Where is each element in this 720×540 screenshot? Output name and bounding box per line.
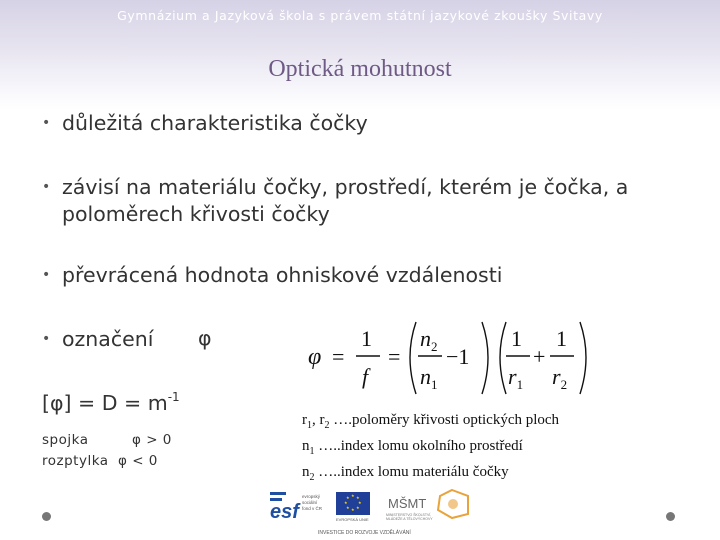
bullet-item — [42, 110, 662, 137]
corner-dot-icon — [666, 512, 675, 521]
bullet-dot-icon: • — [42, 267, 51, 283]
svg-text:★: ★ — [346, 505, 350, 510]
bullet-dot-icon: • — [42, 331, 51, 347]
bullet-text: závisí na materiálu čočky, prostředí, kterém je čočka, a poloměrech křivosti čočky — [62, 175, 629, 226]
formula-one-r1: 1 — [511, 326, 522, 351]
formula-equals-2: = — [388, 344, 401, 369]
svg-text:★: ★ — [344, 500, 348, 505]
esf-logo — [270, 492, 323, 523]
optical-power-formula — [300, 312, 600, 402]
logos-caption: INVESTICE DO ROZVOJE VZDĚLÁVÁNÍ — [318, 530, 411, 536]
svg-text:★: ★ — [346, 495, 350, 500]
bullet-item — [42, 262, 662, 289]
svg-text:MŠMT: MŠMT — [388, 496, 427, 511]
unit-exponent: -1 — [167, 390, 180, 404]
bullet-text: převrácená hodnota ohniskové vzdálenosti — [62, 263, 503, 287]
legend-line: $n_2$ …..index lomu materiálu čočky — [302, 464, 509, 483]
funding-logos — [268, 488, 474, 538]
formula-f: f — [362, 364, 369, 389]
op-vk-logo — [438, 490, 468, 518]
svg-text:sociální: sociální — [302, 500, 318, 505]
svg-text:★: ★ — [358, 500, 362, 505]
lens-type-condition: φ < 0 — [118, 453, 158, 469]
formula-phi: φ — [308, 344, 322, 370]
svg-text:evropský: evropský — [302, 494, 321, 499]
svg-text:esf: esf — [270, 501, 299, 523]
phi-symbol: φ — [198, 326, 212, 350]
school-name: Gymnázium a Jazyková škola s právem státní jazykové zkoušky Svitavy — [117, 8, 603, 23]
formula-r2: $r_2$ — [552, 364, 568, 392]
svg-text:EVROPSKÁ UNIE: EVROPSKÁ UNIE — [336, 517, 369, 522]
bullet-item — [42, 326, 242, 353]
bullet-dot-icon: • — [42, 115, 51, 131]
formula-minus-one: −1 — [446, 344, 470, 369]
lens-type-label: rozptylka — [42, 453, 109, 469]
svg-text:fond v ČR: fond v ČR — [302, 506, 323, 511]
corner-dot-icon — [42, 512, 51, 521]
legend-line: $r_1$, $r_2$ ….poloměry křivosti optických ploch — [302, 412, 560, 431]
bullet-item — [42, 174, 652, 228]
formula-r1: $r_1$ — [508, 364, 524, 392]
bullet-text: označení — [62, 327, 154, 351]
bullet-text: důležitá charakteristika čočky — [62, 111, 368, 135]
lens-type-label: spojka — [42, 432, 89, 448]
svg-text:★: ★ — [356, 495, 360, 500]
bullet-dot-icon: • — [42, 179, 51, 195]
svg-text:MINISTERSTVO ŠKOLSTVÍ,: MINISTERSTVO ŠKOLSTVÍ, — [386, 513, 432, 517]
lens-type-row — [42, 453, 158, 469]
formula-one: 1 — [361, 326, 372, 351]
svg-text:★: ★ — [351, 507, 355, 512]
svg-text:★: ★ — [356, 505, 360, 510]
svg-text:MLÁDEŽE A TĚLOVÝCHOVY: MLÁDEŽE A TĚLOVÝCHOVY — [386, 517, 433, 521]
eu-flag-logo — [336, 492, 370, 522]
msmt-logo — [386, 496, 433, 521]
slide-title: Optická mohutnost — [268, 56, 452, 82]
lens-type-condition: φ > 0 — [132, 432, 172, 448]
formula-n2: $n_2$ — [420, 326, 438, 354]
formula-legend — [302, 410, 559, 488]
header-band — [0, 0, 720, 110]
formula-n1: $n_1$ — [420, 364, 438, 392]
legend-line: $n_1$ …..index lomu okolního prostředí — [302, 438, 523, 457]
formula-equals: = — [332, 344, 345, 369]
unit-text: [φ] = D = m — [42, 391, 168, 415]
lens-type-row — [42, 432, 172, 448]
formula-plus: + — [533, 344, 546, 369]
svg-text:★: ★ — [351, 493, 355, 498]
formula-one-r2: 1 — [556, 326, 567, 351]
unit-definition — [42, 390, 180, 415]
